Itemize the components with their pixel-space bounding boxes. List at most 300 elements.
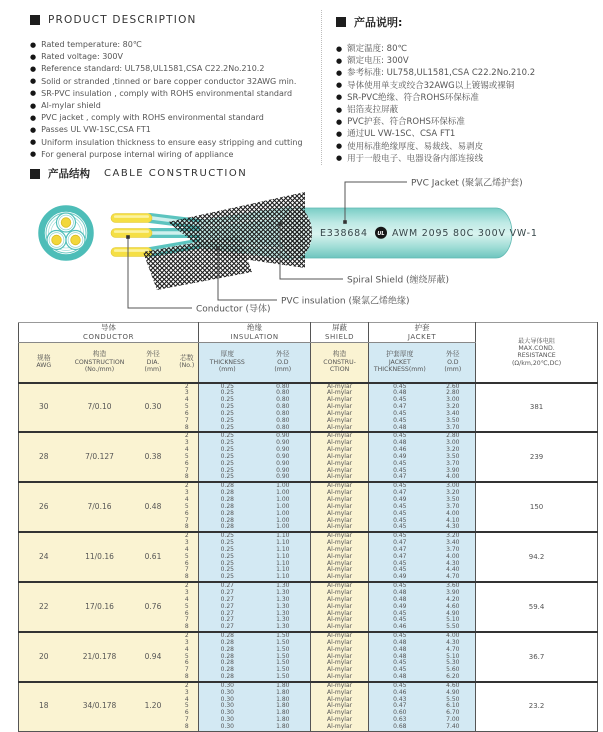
spec-cell: 30	[19, 383, 69, 433]
section-title-text: PRODUCT DESCRIPTION	[48, 14, 197, 26]
spec-cell: 24	[19, 532, 69, 582]
square-bullet-icon	[336, 17, 346, 27]
column-header: 构造 CONSTRU- CTION	[311, 343, 369, 383]
spec-cell: 7	[176, 717, 199, 724]
spec-cell: 239	[476, 432, 598, 482]
spec-table-section	[18, 322, 598, 732]
spec-cell: 0.63	[369, 717, 431, 724]
column-header: 芯数 (No.)	[176, 343, 199, 383]
spec-cell: Al-mylar	[311, 717, 369, 724]
spec-cell: 1.00	[256, 524, 311, 532]
spec-cell: 2	[176, 482, 199, 490]
spec-cell: 3.20	[431, 490, 476, 497]
product-description-cn-list	[336, 43, 603, 165]
column-group-header: 护套 JACKET	[369, 323, 476, 343]
bullet-icon: ●	[336, 154, 343, 163]
spec-cell: 0.25	[199, 432, 256, 440]
spec-cell: 2.80	[431, 390, 476, 397]
spec-cell: 4.70	[431, 647, 476, 654]
spec-cell: 2	[176, 432, 199, 440]
spec-cell: Al-mylar	[311, 617, 369, 624]
spec-cell: 1.80	[256, 710, 311, 717]
spec-cell: 22	[19, 582, 69, 632]
spec-cell: Al-mylar	[311, 710, 369, 717]
spec-cell: 0.94	[131, 632, 176, 682]
spec-cell: 0.30	[199, 703, 256, 710]
spec-cell: Al-mylar	[311, 504, 369, 511]
spec-cell: Al-mylar	[311, 404, 369, 411]
spec-cell: Al-mylar	[311, 390, 369, 397]
bullet-icon: ●	[336, 81, 343, 90]
spec-cell: 0.25	[199, 425, 256, 433]
spec-cell: 6	[176, 561, 199, 568]
bullet-item	[336, 92, 603, 104]
spec-cell: 0.90	[256, 454, 311, 461]
spec-cell: 0.47	[369, 547, 431, 554]
table-row	[19, 682, 598, 690]
spec-cell: 0.45	[369, 611, 431, 618]
bullet-text: Rated voltage: 300V	[41, 52, 123, 62]
spec-cell: 17/0.16	[69, 582, 131, 632]
bullet-text: Rated temperature: 80℃	[41, 40, 142, 49]
spec-cell: 1.30	[256, 604, 311, 611]
spec-cell: 3.70	[431, 461, 476, 468]
spec-cell: Al-mylar	[311, 624, 369, 632]
spec-cell: 0.28	[199, 524, 256, 532]
spec-cell: 1.10	[256, 554, 311, 561]
spec-cell: 1.10	[256, 567, 311, 574]
spec-cell: 0.90	[256, 468, 311, 475]
spec-cell: Al-mylar	[311, 604, 369, 611]
spec-cell: 7	[176, 468, 199, 475]
bullet-icon: ●	[30, 77, 37, 86]
spec-cell: 3.20	[431, 447, 476, 454]
spec-cell: 5.30	[431, 660, 476, 667]
spec-cell: 0.46	[369, 447, 431, 454]
spec-cell: 2.80	[431, 432, 476, 440]
spec-cell: 4.60	[431, 682, 476, 690]
spec-cell: 6.20	[431, 674, 476, 682]
svg-text:UL: UL	[377, 231, 385, 237]
bullet-icon: ●	[336, 117, 343, 126]
bullet-item	[336, 67, 603, 79]
spec-cell: 18	[19, 682, 69, 731]
spec-cell: 0.45	[369, 482, 431, 490]
spec-cell: 0.25	[199, 404, 256, 411]
spec-cell: 7.00	[431, 717, 476, 724]
spec-cell: 7	[176, 418, 199, 425]
spec-cell: 4.00	[431, 511, 476, 518]
spec-cell: 1.10	[256, 561, 311, 568]
spec-cell: 0.45	[369, 383, 431, 391]
bullet-item	[336, 116, 603, 128]
spec-cell: 0.47	[369, 554, 431, 561]
spec-cell: 28	[19, 432, 69, 482]
spec-cell: 21/0.178	[69, 632, 131, 682]
spec-cell: 20	[19, 632, 69, 682]
bullet-text: Reference standard: UL758,UL1581,CSA C22.2No.210.2	[41, 64, 265, 74]
spec-cell: 5.50	[431, 624, 476, 632]
spec-cell: 0.28	[199, 674, 256, 682]
spec-cell: 0.48	[369, 654, 431, 661]
construction-title-cn: 产品结构	[48, 168, 90, 180]
spec-cell: Al-mylar	[311, 518, 369, 525]
spec-cell: 4.30	[431, 640, 476, 647]
spec-cell: Al-mylar	[311, 540, 369, 547]
spec-cell: 1.30	[256, 582, 311, 590]
spec-cell: 0.28	[199, 518, 256, 525]
spec-cell: 381	[476, 383, 598, 433]
spec-cell: 4.00	[431, 554, 476, 561]
spec-cell: 0.30	[199, 710, 256, 717]
spec-cell: 3.00	[431, 397, 476, 404]
spec-cell: 7	[176, 667, 199, 674]
spec-cell: Al-mylar	[311, 647, 369, 654]
bullet-text: SR-PVC绝缘、符合ROHS环保标准	[347, 92, 479, 103]
spec-cell: 3	[176, 490, 199, 497]
spec-cell: 7	[176, 567, 199, 574]
spec-cell: Al-mylar	[311, 597, 369, 604]
bullet-text: 额定电压: 300V	[347, 56, 409, 67]
spec-cell: 4.10	[431, 518, 476, 525]
bullet-icon: ●	[30, 150, 37, 159]
spec-cell: Al-mylar	[311, 554, 369, 561]
spec-cell: Al-mylar	[311, 425, 369, 433]
spec-cell: 3.50	[431, 418, 476, 425]
column-header: 构造 CONSTRUCTION (No./mm)	[69, 343, 131, 383]
spec-cell: 0.45	[369, 667, 431, 674]
spec-cell: 0.90	[256, 440, 311, 447]
table-row	[19, 482, 598, 490]
bullet-item	[30, 88, 317, 100]
spec-cell: 6.70	[431, 710, 476, 717]
spec-cell: 6	[176, 461, 199, 468]
spec-cell: 1.00	[256, 504, 311, 511]
spec-cell: Al-mylar	[311, 497, 369, 504]
spec-cell: 2	[176, 582, 199, 590]
spec-cell: 8	[176, 574, 199, 582]
spec-cell: 1.30	[256, 624, 311, 632]
bullet-item	[30, 124, 317, 136]
bullet-icon: ●	[30, 89, 37, 98]
product-description-en	[0, 10, 322, 165]
spec-cell: 3.00	[431, 440, 476, 447]
product-description-cn	[322, 10, 603, 165]
spec-cell: 0.25	[199, 411, 256, 418]
description-section	[0, 10, 603, 165]
spec-cell: 0.48	[369, 674, 431, 682]
spec-cell: 0.48	[369, 425, 431, 433]
spec-cell: Al-mylar	[311, 461, 369, 468]
spec-cell: Al-mylar	[311, 703, 369, 710]
column-group-header: 屏蔽 SHIELD	[311, 323, 369, 343]
spec-cell: Al-mylar	[311, 590, 369, 597]
spec-cell: 0.90	[256, 447, 311, 454]
spec-cell: Al-mylar	[311, 468, 369, 475]
spec-cell: Al-mylar	[311, 511, 369, 518]
bullet-icon: ●	[30, 101, 37, 110]
spec-cell: 0.45	[369, 632, 431, 640]
spec-cell: 3.20	[431, 404, 476, 411]
spec-cell: Al-mylar	[311, 574, 369, 582]
spec-cell: 5.60	[431, 667, 476, 674]
spec-cell: 3	[176, 440, 199, 447]
spec-cell: 8	[176, 425, 199, 433]
spec-cell: 3.40	[431, 411, 476, 418]
bullet-item	[336, 141, 603, 153]
spec-cell: 0.25	[199, 547, 256, 554]
spec-cell: 0.46	[369, 690, 431, 697]
spec-cell: 0.45	[369, 567, 431, 574]
spec-cell: 6	[176, 710, 199, 717]
spec-cell: 3.60	[431, 582, 476, 590]
column-header: 外径 O.D (mm)	[431, 343, 476, 383]
bullet-item	[30, 39, 317, 51]
spec-cell: 3.70	[431, 547, 476, 554]
spec-cell: 1.50	[256, 632, 311, 640]
bullet-icon: ●	[30, 113, 37, 122]
product-description-list	[30, 39, 317, 161]
bullet-text: 用于一般电子、电器设备内部连接线	[347, 153, 484, 164]
spec-cell: Al-mylar	[311, 532, 369, 540]
spec-cell: 0.25	[199, 397, 256, 404]
spec-cell: 0.61	[131, 532, 176, 582]
spec-cell: 4	[176, 697, 199, 704]
spec-cell: 4.30	[431, 524, 476, 532]
spec-cell: 3.70	[431, 504, 476, 511]
spec-cell: 0.80	[256, 390, 311, 397]
spec-cell: Al-mylar	[311, 632, 369, 640]
bullet-item	[336, 128, 603, 140]
bullet-item	[30, 51, 317, 63]
spec-cell: 23.2	[476, 682, 598, 731]
spec-cell: 8	[176, 474, 199, 482]
spec-cell: 0.25	[199, 418, 256, 425]
spec-cell: 0.45	[369, 418, 431, 425]
bullet-icon: ●	[30, 138, 37, 147]
spec-cell: 6.10	[431, 703, 476, 710]
bullet-icon: ●	[336, 44, 343, 53]
label-spiral-shield: Spiral Shield (缠绕屏蔽)	[347, 275, 450, 286]
spec-cell: 0.27	[199, 624, 256, 632]
spec-cell: Al-mylar	[311, 654, 369, 661]
spec-cell: 1.50	[256, 647, 311, 654]
spec-cell: 5.50	[431, 697, 476, 704]
spec-cell: 0.80	[256, 418, 311, 425]
spec-cell: 1.20	[131, 682, 176, 731]
spec-cell: 0.80	[256, 397, 311, 404]
spec-cell: 5	[176, 554, 199, 561]
spec-cell: 94.2	[476, 532, 598, 582]
spec-cell: 0.60	[369, 710, 431, 717]
spec-cell: 1.30	[256, 597, 311, 604]
spec-cell: 0.45	[369, 617, 431, 624]
spec-table	[18, 322, 598, 732]
spec-cell: 0.25	[199, 447, 256, 454]
spec-cell: 34/0.178	[69, 682, 131, 731]
bullet-icon: ●	[336, 93, 343, 102]
label-pvc-insulation: PVC insulation (聚氯乙烯绝缘)	[281, 296, 410, 307]
spec-cell: 0.28	[199, 504, 256, 511]
ul-mark-icon	[375, 227, 387, 239]
spec-cell: 0.47	[369, 540, 431, 547]
bullet-text: For general purpose internal wiring of appliance	[41, 149, 234, 159]
spec-cell: Al-mylar	[311, 640, 369, 647]
spec-cell: 3.20	[431, 532, 476, 540]
spec-cell: 0.27	[199, 617, 256, 624]
column-header: 规格 AWG	[19, 343, 69, 383]
spec-cell: 0.30	[199, 724, 256, 731]
spec-cell: Al-mylar	[311, 547, 369, 554]
spec-cell: Al-mylar	[311, 454, 369, 461]
spec-cell: 5	[176, 454, 199, 461]
spec-cell: 5	[176, 604, 199, 611]
spec-cell: 0.25	[199, 540, 256, 547]
spec-cell: 3	[176, 390, 199, 397]
spec-cell: 1.80	[256, 717, 311, 724]
spec-cell: 0.90	[256, 432, 311, 440]
spec-cell: 1.80	[256, 724, 311, 731]
spec-cell: 2	[176, 682, 199, 690]
spec-cell: 1.80	[256, 703, 311, 710]
spec-cell: 0.25	[199, 532, 256, 540]
spec-cell: 0.45	[369, 432, 431, 440]
spec-cell: 0.45	[369, 511, 431, 518]
bullet-text: Solid or stranded ,tinned or bare copper conductor 32AWG min.	[41, 76, 297, 86]
spec-cell: 3.90	[431, 590, 476, 597]
spec-cell: Al-mylar	[311, 482, 369, 490]
spec-cell: 0.30	[199, 682, 256, 690]
spec-cell: 0.45	[369, 532, 431, 540]
spec-cell: Al-mylar	[311, 582, 369, 590]
section-title-text: 产品说明:	[354, 16, 403, 29]
spec-cell: 0.43	[369, 697, 431, 704]
spec-cell: 0.47	[369, 703, 431, 710]
bullet-item	[30, 63, 317, 75]
spec-cell: 0.28	[199, 490, 256, 497]
spec-cell: 7/0.127	[69, 432, 131, 482]
bullet-icon: ●	[336, 129, 343, 138]
spec-cell: 4.00	[431, 632, 476, 640]
spec-cell: 4	[176, 647, 199, 654]
square-bullet-icon	[30, 169, 40, 179]
spec-cell: 0.25	[199, 567, 256, 574]
bullet-text: Passes UL VW-1SC,CSA FT1	[41, 125, 151, 135]
bullet-text: SR-PVC insulation , comply with ROHS environmental standard	[41, 88, 293, 98]
spec-cell: 4.70	[431, 574, 476, 582]
spec-cell: 0.47	[369, 404, 431, 411]
spec-cell: 0.45	[369, 660, 431, 667]
spec-cell: 3	[176, 540, 199, 547]
conductor-tips-icon	[111, 214, 152, 257]
spec-cell: Al-mylar	[311, 440, 369, 447]
spec-cell: 2	[176, 632, 199, 640]
spec-cell: 0.27	[199, 582, 256, 590]
bullet-icon: ●	[336, 142, 343, 151]
table-row	[19, 432, 598, 440]
spec-cell: 8	[176, 624, 199, 632]
spec-cell: 0.45	[369, 461, 431, 468]
spec-cell: 0.25	[199, 461, 256, 468]
spec-cell: 7/0.16	[69, 482, 131, 532]
bullet-text: 导体使用单支或绞合32AWG以上镀锡或裸铜	[347, 80, 515, 91]
spec-cell: 0.30	[199, 697, 256, 704]
spec-cell: 2.60	[431, 383, 476, 391]
spec-cell: 0.27	[199, 597, 256, 604]
spec-cell: 1.80	[256, 682, 311, 690]
spec-cell: 0.45	[369, 682, 431, 690]
column-header: 外径 DIA. (mm)	[131, 343, 176, 383]
bullet-item	[30, 100, 317, 112]
bullet-icon: ●	[336, 56, 343, 65]
spec-cell: 3	[176, 690, 199, 697]
cable-print	[320, 227, 538, 239]
column-group-header: 绝缘 INSULATION	[199, 323, 311, 343]
spec-cell: 1.50	[256, 640, 311, 647]
spec-cell: 0.49	[369, 497, 431, 504]
bullet-item	[30, 137, 317, 149]
bullet-item	[336, 55, 603, 67]
spec-cell: Al-mylar	[311, 490, 369, 497]
column-header-max-resistance: 最大导体电阻 MAX.COND. RESISTANCE (Ω/km,20℃,DC)	[476, 323, 598, 383]
bullet-item	[336, 104, 603, 116]
bullet-text: Uniform insulation thickness to ensure easy stripping and cutting	[41, 137, 303, 147]
spec-cell: 1.10	[256, 547, 311, 554]
spec-cell: 0.76	[131, 582, 176, 632]
spec-cell: Al-mylar	[311, 474, 369, 482]
spec-cell: 0.25	[199, 383, 256, 391]
spec-cell: Al-mylar	[311, 411, 369, 418]
spec-cell: 0.90	[256, 461, 311, 468]
spec-cell: Al-mylar	[311, 674, 369, 682]
spec-cell: Al-mylar	[311, 567, 369, 574]
spec-cell: 0.48	[131, 482, 176, 532]
spec-cell: 2	[176, 532, 199, 540]
spec-cell: Al-mylar	[311, 418, 369, 425]
spec-cell: 0.30	[131, 383, 176, 433]
spec-cell: 0.48	[369, 390, 431, 397]
cable-diagram	[0, 160, 603, 318]
spec-cell: 1.00	[256, 482, 311, 490]
spec-cell: 3.70	[431, 425, 476, 433]
spec-cell: Al-mylar	[311, 660, 369, 667]
bullet-item	[336, 80, 603, 92]
spec-cell: 0.46	[369, 624, 431, 632]
spec-cell: 0.25	[199, 454, 256, 461]
spec-cell: 1.00	[256, 490, 311, 497]
spec-cell: 1.00	[256, 518, 311, 525]
spec-cell: 1.00	[256, 497, 311, 504]
bullet-text: 额定温度: 80℃	[347, 44, 408, 54]
spec-cell: Al-mylar	[311, 397, 369, 404]
construction-title-en: CABLE CONSTRUCTION	[104, 168, 248, 179]
spec-cell: 1.50	[256, 660, 311, 667]
spec-cell: 0.45	[369, 561, 431, 568]
bullet-text: 铝箔麦拉屏蔽	[347, 105, 399, 116]
spec-cell: 0.45	[369, 504, 431, 511]
spec-cell: 4.00	[431, 474, 476, 482]
spec-cell: 3	[176, 590, 199, 597]
spec-cell: Al-mylar	[311, 724, 369, 731]
spec-cell: 5	[176, 404, 199, 411]
spec-cell: 1.00	[256, 511, 311, 518]
bullet-item	[30, 76, 317, 88]
label-conductor: Conductor (导体)	[196, 304, 271, 315]
spec-cell: 7	[176, 518, 199, 525]
cable-print-left: E338684	[320, 228, 368, 239]
spec-cell: 0.80	[256, 425, 311, 433]
spec-cell: Al-mylar	[311, 697, 369, 704]
